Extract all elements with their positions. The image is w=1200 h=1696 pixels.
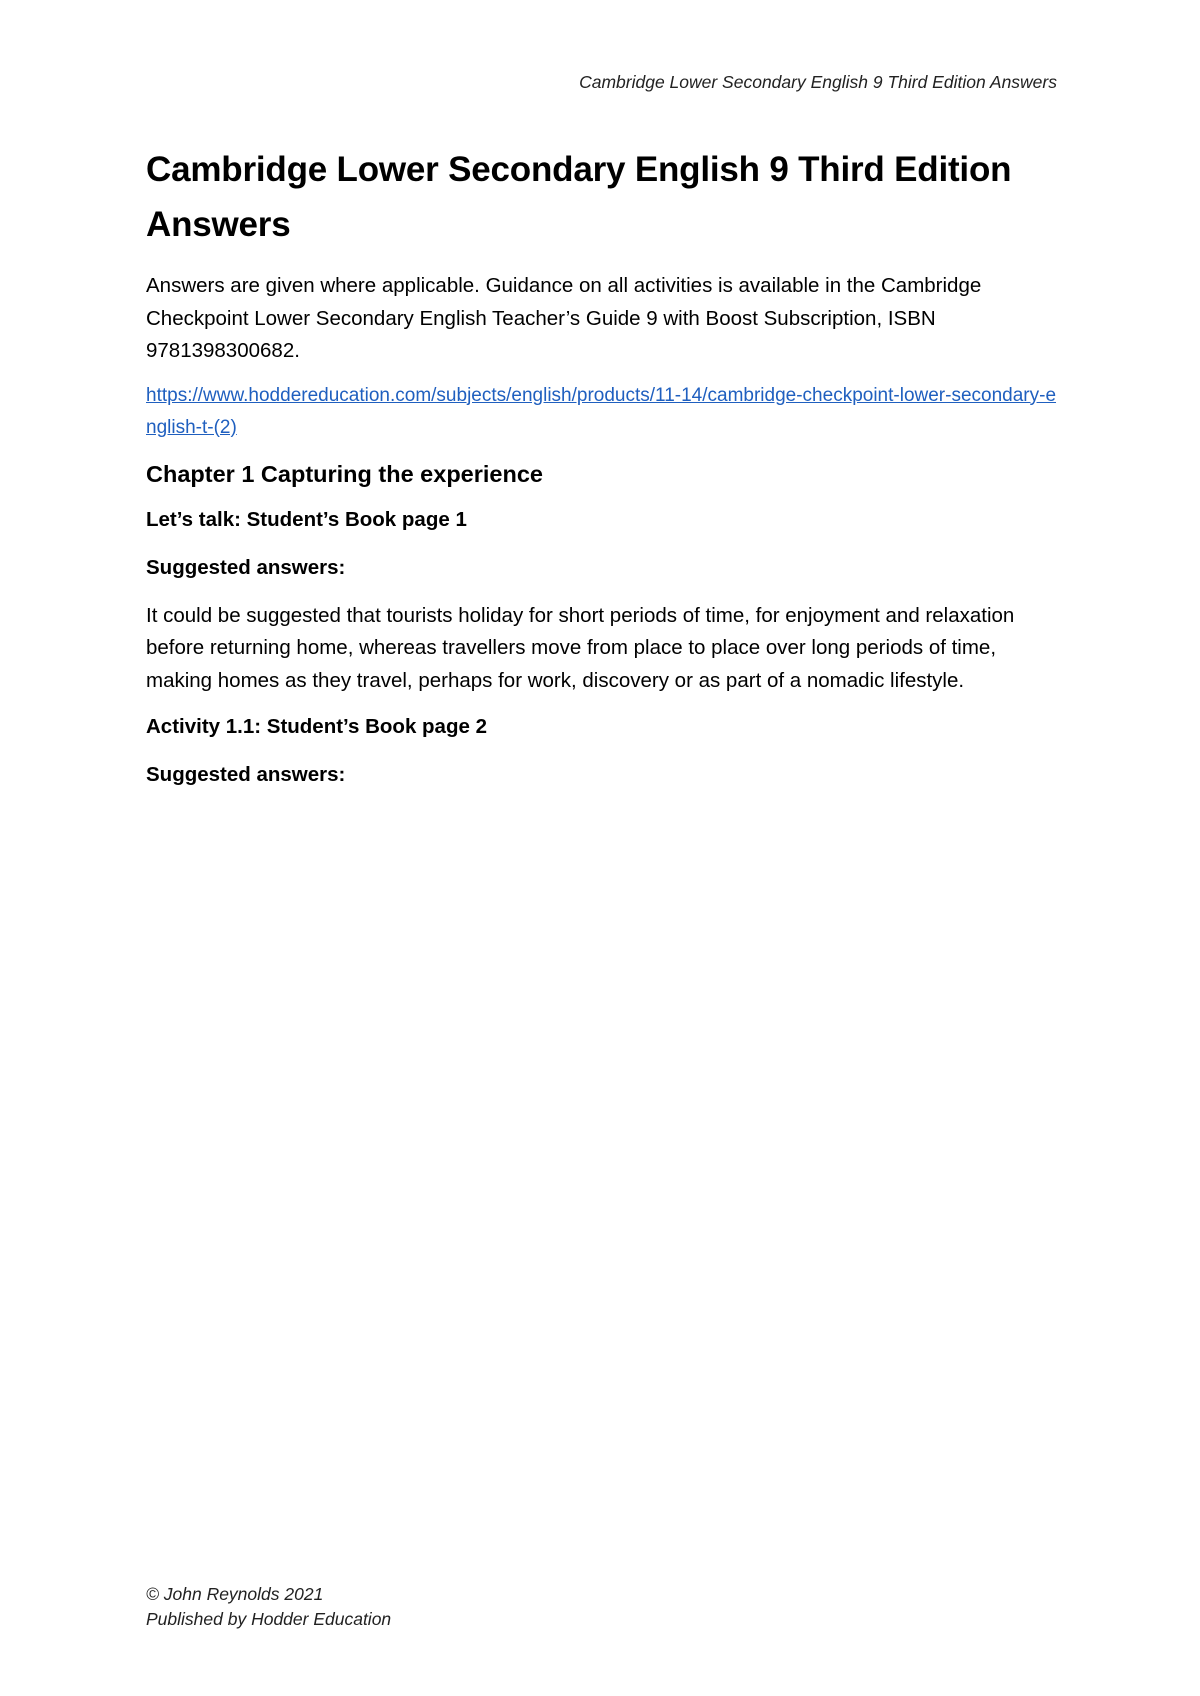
copyright-line: © John Reynolds 2021: [146, 1584, 324, 1604]
suggested-answers-label: Suggested answers:: [146, 763, 346, 786]
publisher-line: Published by Hodder Education: [146, 1609, 392, 1629]
teachers-guide-link[interactable]: https://www.hoddereducation.com/subjects/english/products/11-14/cambridge-checkpoint-lower-secondary-english-t-(2): [146, 384, 1057, 438]
suggested-answers-label: Suggested answers:: [146, 555, 346, 579]
running-header: Cambridge Lower Secondary English 9 Third Edition Answers: [579, 72, 1057, 92]
answer-paragraph: It could be suggested that tourists holiday for short periods of time, for enjoyment and relaxation before returning home, whereas travellers move from place to place over long periods of time, making homes as they travel, perhaps for work, discovery or as part of a nomadic lifestyle.: [146, 603, 1015, 692]
chapter-heading: Chapter 1 Capturing the experience: [146, 460, 543, 487]
document-title: Cambridge Lower Secondary English 9 Third Edition Answers: [146, 150, 1012, 244]
page-footer: [146, 1582, 391, 1632]
intro-paragraph: Answers are given where applicable. Guidance on all activities is available in the Cambridge Checkpoint Lower Secondary English Teacher’s Guide 9 with Boost Subscription, ISBN 9781398300682.: [146, 274, 982, 362]
section-heading-lets-talk: Let’s talk: Student’s Book page 1: [146, 507, 467, 531]
document-body: [146, 142, 1066, 807]
section-heading-activity-1-1: Activity 1.1: Student’s Book page 2: [146, 715, 487, 738]
